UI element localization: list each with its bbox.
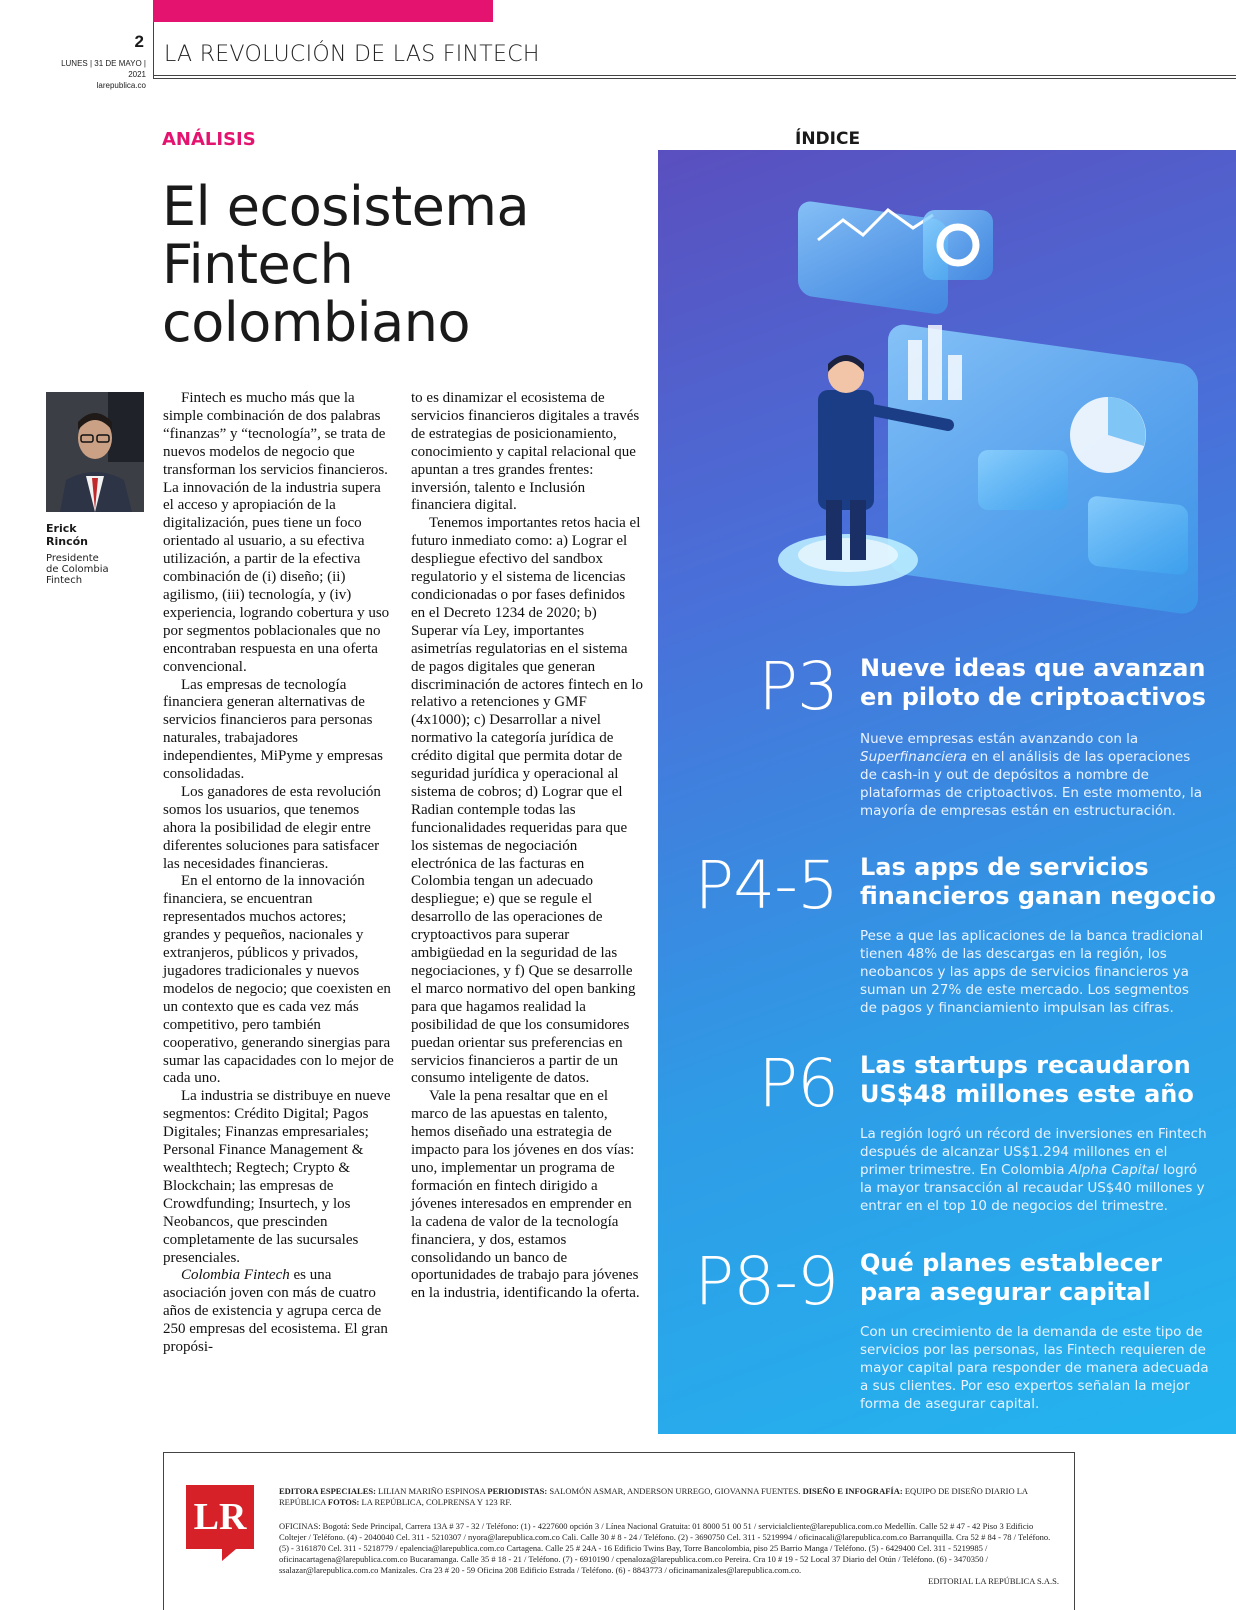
fintech-illustration-icon xyxy=(658,150,1236,670)
paragraph: Los ganadores de esta revolución somos los usuarios, que tenemos ahora la posibilidad de elegir entre diferentes soluciones para satisfacer las necesidades financieras. xyxy=(163,783,381,872)
masthead-rule xyxy=(153,75,1236,76)
section-title: LA REVOLUCIÓN DE LAS FINTECH xyxy=(164,42,540,67)
index-entry-summary: Pese a que las aplicaciones de la banca tradicional tienen 48% de las descargas en la región, los neobancos y las apps de servicios financieros ya suman un 27% de este mercado. Los segmentos de pagos y financiamiento impulsan las cifras. xyxy=(860,928,1204,1016)
paragraph: Las empresas de tecnología financiera generan alternativas de servicios financieros para personas naturales, trabajadores independientes, MiPyme y empresas consolidadas. xyxy=(163,676,383,783)
site-url: larepublica.co xyxy=(96,81,146,90)
index-entry-summary: La región logró un récord de inversiones en Fintech después de alcanzar US$1.294 millones en el primer trimestre. En Colombia Alpha Capital logró la mayor transacción al recaudar US$40 millones y entrar en el top 10 de negocios del trimestre. xyxy=(860,1126,1207,1214)
author-name: Erick Rincón xyxy=(46,522,88,548)
headline-line: Fintech xyxy=(162,233,354,296)
staff-credits: EDITORA ESPECIALES: LILIAN MARIÑO ESPINOSA PERIODISTAS: SALOMÓN ASMAR, ANDERSON URREGO, GIOVANNA FUENTES. DISEÑO E INFOGRAFÍA: EQUIPO DE DISEÑO DIARIO LA REPÚBLICA FOTOS: LA REPÚBLICA, COLPRENSA Y 123 RF. xyxy=(279,1486,1028,1507)
index-page-ref: P8-9 xyxy=(694,1243,838,1320)
logo-tail-icon xyxy=(222,1549,236,1561)
paragraph: Fintech es mucho más que la simple combinación de dos palabras “finanzas” y “tecnología”, se trata de nuevos modelos de negocio que transforman los servicios financieros. La innovación de la industria supera el acceso y apropiación de la digitalización, pues tiene un foco orientado al usuario, a su efectiva utilización, a partir de la efectiva combinación de (i) diseño; (ii) agilismo, (iii) tecnología, y (iv) experiencia, logrando cobertura y uso por segmentos poblacionales que no encontraban respuesta en una oferta convencional. xyxy=(163,390,390,675)
headline-line: colombiano xyxy=(162,291,471,354)
index-entry-title: Las startups recaudaron US$48 millones este año xyxy=(860,1051,1194,1108)
paragraph: La industria se distribuye en nueve segmentos: Crédito Digital; Pagos Digitales; Finanzas empresariales; Personal Finance Management & wealthtech; Regtech; Crypto & Blockchain; las empresas de Crowdfunding; Insurtech, y los Neobancos, que prescinden completamente de las sucursales presenciales. xyxy=(163,1088,391,1266)
index-entry-title: Nueve ideas que avanzan en piloto de criptoactivos xyxy=(860,654,1206,711)
section-color-bar xyxy=(153,0,493,22)
author-photo xyxy=(46,392,144,512)
paragraph: Tenemos importantes retos hacia el futuro inmediato como: a) Lograr el despliegue efectivo del sandbox regulatorio y el sistema de licencias condicionadas o por fases definidos en el Decreto 1234 de 2020; b) Superar vía Ley, importantes asimetrías regulatorias en el sistema de pagos digitales que generan discriminación de actores fintech en lo relativo a retenciones y GMF (4x1000); c) Desarrollar a nivel normativo la categoría jurídica de crédito digital que permita dotar de seguridad jurídica y operacional al sistema de cobros; d) Lograr que el Radian contemple todas las funcionalidades requeridas para que los sistemas de negociación electrónica de las facturas en Colombia tengan un adecuado despliegue; e) que se regule el desarrollo de las operaciones de cryptoactivos para superar ambigüedad en la seguridad de las negociaciones, y f) Que se desarrolle el marco normativo del open banking para que hagamos realidad la posibilidad de que los consumidores puedan orientar sus preferencias en servicios financieros a partir de un consumo inteligente de datos. xyxy=(411,515,643,1087)
article-headline xyxy=(162,175,632,354)
paragraph: to es dinamizar el ecosistema de servicios financieros digitales a través de estrategias de posicionamiento, conocimiento y capital relacional que apuntan a tres grandes frentes: inversión, talento e Inclusión financiera digital. xyxy=(411,390,640,514)
masthead-rule xyxy=(153,78,1236,79)
index-entry-summary: Nueve empresas están avanzando con la Superfinanciera en el análisis de las operaciones de cash-in y out de depósitos a nombre de plataformas de criptoactivos. En este momento, la mayoría de empresas están en estructuración. xyxy=(860,731,1203,819)
paragraph: Colombia Fintech es una asociación joven con más de cuatro años de existencia y agrupa cerca de 250 empresas del ecosistema. El gran propósi- xyxy=(163,1267,388,1356)
index-page-ref: P4-5 xyxy=(694,847,838,924)
office-addresses: OFICINAS: Bogotá: Sede Principal, Carrera 13A # 37 - 32 / Teléfono: (1) - 4227600 opción 3 / Línea Nacional Gratuita: 01 8000 51 00 51 / servicialcliente@larepublica.com.co Medellín. Calle 52 # 47 - 42 Piso 3 Edificio Coltejer / Teléfono. (4) - 2040040 Cel. 311 - 5210307 / nyora@larepublica.com.co Cali. Calle 30 # 8 - 24 / Teléfono. (2) - 3690750 Cel. 311 - 5219994 / oficinacali@larepublica.com.co Barranquilla. Cra 52 # 84 - 78 / Teléfono. (5) - 3161870 Cel. 311 - 5218779 / epalencia@larepublica.com.co Cartagena. Calle 25 # 24A - 16 Edificio Twins Bay, Torre Bancolombia, piso 25 Barrio Manga / Teléfono. (5) - 6429400 Cel. 311 - 5219985 / oficinacartagena@larepublica.com.co Bucaramanga. Calle 35 # 18 - 21 / Teléfono. (7) - 6910190 / cpenaloza@larepublica.com.co Pereira. Cra 10 # 19 - 52 Local 37 Diario del Otún / Teléfono. (6) - 3470350 / ssalazar@larepublica.com.co Manizales. Cra 23 # 20 - 59 Oficina 208 Edificio Estrada / Teléfono. (6) - 8843773 / oficinamanizales@larepublica.com.co. EDITORIAL LA REPÚBLICA S.A.S. xyxy=(279,1521,1059,1586)
author-portrait-icon xyxy=(46,392,144,512)
index-label: ÍNDICE xyxy=(795,129,861,149)
index-entry-summary: Con un crecimiento de la demanda de este tipo de servicios por las personas, las Fintech requieren de mayor capital para responder de manera adecuada a sus clientes. Por eso expertos señalan la mejor forma de asegurar capital. xyxy=(860,1324,1209,1412)
index-entry-title: Las apps de servicios financieros ganan negocio xyxy=(860,853,1216,910)
publisher-name: EDITORIAL LA REPÚBLICA S.A.S. xyxy=(928,1576,1059,1586)
lr-logo: LR xyxy=(186,1485,254,1549)
paragraph: Vale la pena resaltar que en el marco de las apuestas en talento, hemos diseñado una estrategia de impacto para los jóvenes en dos vías: uno, implementar un programa de formación en fintech dirigido a jóvenes interesados en emprender en la cadena de valor de la tecnología financiera, y dos, estamos consolidando un banco de oportunidades de trabajo para jóvenes en la industria, identificando la oferta. xyxy=(411,1088,640,1302)
masthead-divider xyxy=(153,22,154,78)
headline-line: El ecosistema xyxy=(162,175,530,238)
article-column-1 xyxy=(163,390,395,1357)
index-page-ref: P6 xyxy=(758,1045,838,1122)
author-role: Presidente de Colombia Fintech xyxy=(46,553,109,586)
index-entry-title: Qué planes establecer para asegurar capital xyxy=(860,1249,1162,1306)
issue-date: LUNES | 31 DE MAYO | 2021 xyxy=(61,59,146,79)
date-line xyxy=(56,58,146,91)
article-column-2 xyxy=(411,390,643,1303)
index-page-ref: P3 xyxy=(758,648,838,725)
page-number: 2 xyxy=(134,32,144,51)
article-kicker: ANÁLISIS xyxy=(162,129,256,150)
paragraph: En el entorno de la innovación financiera, se encuentran representados muchos actores; grandes y pequeños, nacionales y extranjeros, públicos y privados, jugadores tradicionales y nuevos modelos de negocio; que coexisten en un contexto que es cada vez más competitivo, pero también cooperativo, generando sinergias para sumar las capacidades con lo mejor de cada uno. xyxy=(163,873,394,1087)
index-panel xyxy=(658,150,1236,1434)
